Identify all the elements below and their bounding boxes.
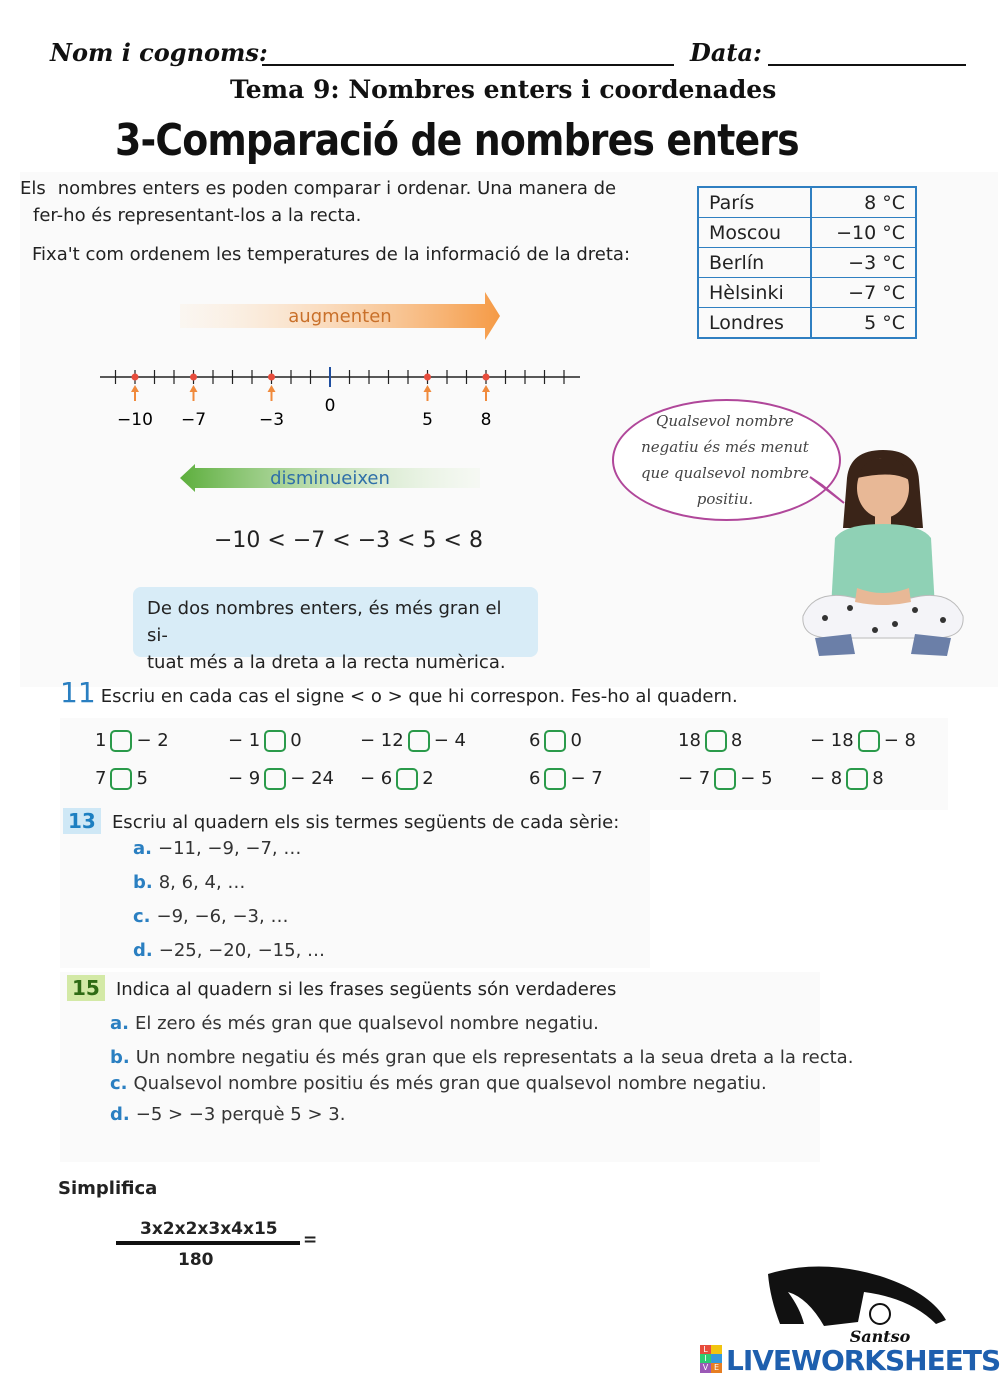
sign-answer-box[interactable] [264,730,286,752]
item-label: d. [110,1104,130,1125]
ex13-number: 13 [63,808,101,834]
temp-cell: −7 °C [811,278,916,308]
item-label: a. [133,838,152,859]
item-label: d. [133,940,153,961]
left-operand: 7 [95,768,107,789]
comparison-item [95,730,169,752]
city-cell: Berlín [698,248,811,278]
inequality-chain: −10 < −7 < −3 < 5 < 8 [214,528,483,553]
comparison-item [810,768,884,790]
number-line-figure [100,280,580,520]
marked-point [483,374,490,381]
ex11-number: 11 [60,676,96,709]
left-operand: 1 [95,730,107,751]
ex13-heading [63,808,619,834]
sign-answer-box[interactable] [110,730,132,752]
fraction-numerator: 3x2x2x3x4x15 [140,1219,278,1239]
marked-label: 5 [422,410,433,430]
temp-cell: 8 °C [811,187,916,218]
sign-answer-box[interactable] [705,730,727,752]
sign-answer-box[interactable] [846,768,868,790]
left-operand: − 6 [360,768,393,789]
name-input-line[interactable] [262,64,674,66]
decrease-label: disminueixen [270,468,390,489]
temp-cell: −3 °C [811,248,916,278]
city-cell: París [698,187,811,218]
santso-logo [760,1262,960,1350]
marked-point [190,374,197,381]
left-operand: − 12 [360,730,404,751]
sign-answer-box[interactable] [396,768,418,790]
comparison-item [529,730,582,752]
marked-label: 8 [480,410,492,430]
item-text: −11, −9, −7, … [157,838,302,859]
statement-item [110,1104,345,1125]
increase-label: augmenten [288,306,392,327]
fraction-equals: = [303,1230,318,1250]
marked-point [424,374,431,381]
ex11-heading [60,676,738,709]
series-item [133,906,288,927]
right-operand: 0 [570,730,582,751]
item-label: a. [110,1013,129,1034]
right-operand: 8 [730,730,743,751]
logo-letter-v: V [700,1363,711,1373]
date-input-line[interactable] [768,64,966,66]
temperature-row [698,218,916,248]
temperature-table [697,186,917,339]
comparison-item [360,768,434,790]
comparison-item [360,730,466,752]
temperature-row [698,308,916,339]
comparison-item [678,730,742,752]
statement-item [110,1073,767,1094]
sign-answer-box[interactable] [858,730,880,752]
ex15-instruction: Indica al quadern si les frases següents són verdaderes [115,979,617,1000]
comparison-item [810,730,916,752]
right-operand: − 5 [740,768,773,789]
ex13-instruction: Escriu al quadern els sis termes següents de cada sèrie: [111,812,620,833]
liveworksheets-icon [700,1345,722,1373]
marker-arrow [190,385,198,401]
right-operand: 2 [422,768,434,789]
simplify-label: Simplifica [58,1178,158,1199]
right-operand: 0 [290,730,302,751]
liveworksheets-brand[interactable]: LIVEWORKSHEETS [726,1344,1000,1377]
item-label: c. [133,906,151,927]
ex15-heading [67,975,616,1001]
right-operand: − 7 [570,768,603,789]
item-text: Qualsevol nombre positiu és més gran que qualsevol nombre negatiu. [133,1073,767,1094]
name-label: Nom i cognoms: [50,38,268,67]
temperature-row [698,248,916,278]
left-operand: − 7 [678,768,711,789]
sign-answer-box[interactable] [110,768,132,790]
marker-arrow [268,385,276,401]
comparison-item [228,768,334,790]
left-operand: − 18 [810,730,854,751]
item-text: El zero és més gran que qualsevol nombre negatiu. [134,1013,599,1034]
logo-letter-e: E [711,1363,722,1373]
right-operand: 8 [872,768,884,789]
intro-line-3: Fixa't com ordenem les temperatures de la informació de la dreta: [32,244,631,265]
right-operand: − 4 [433,730,466,751]
temp-cell: 5 °C [811,308,916,339]
item-text: −9, −6, −3, … [156,906,289,927]
rule-info-box: De dos nombres enters, és més gran el si- tuat més a la dreta a la recta numèrica. [133,587,538,657]
intro-line-1: Els nombres enters es poden comparar i ordenar. Una manera de [20,178,617,199]
right-operand: − 24 [290,768,334,789]
series-item [133,940,325,961]
sign-answer-box[interactable] [544,730,566,752]
city-cell: Hèlsinki [698,278,811,308]
page-title: 3-Comparació de nombres enters [115,115,799,166]
statement-item [110,1047,853,1068]
right-operand: − 8 [883,730,916,751]
comparison-item [228,730,302,752]
right-operand: 5 [136,768,148,789]
marker-arrow [482,385,490,401]
left-operand: 18 [678,730,701,751]
marker-arrow [131,385,139,401]
left-operand: − 9 [228,768,261,789]
right-operand: − 2 [136,730,169,751]
marked-point [268,374,275,381]
statement-item [110,1013,599,1034]
comparison-item [678,768,773,790]
left-operand: − 8 [810,768,843,789]
item-text: Un nombre negatiu és més gran que els representats a la seua dreta a la recta. [135,1047,854,1068]
speech-bubble-text: Qualsevol nombre negatiu és més menut que qualsevol nombre positiu. [640,412,810,508]
ex15-number: 15 [67,975,105,1001]
fraction-bar [116,1241,300,1245]
item-label: b. [110,1047,130,1068]
logo-letter-i: I [700,1354,711,1363]
date-label: Data: [690,38,762,67]
temperature-row [698,278,916,308]
sign-answer-box[interactable] [264,768,286,790]
temperature-row [698,187,916,218]
comparison-item [529,768,603,790]
left-operand: − 1 [228,730,261,751]
left-operand: 6 [529,768,541,789]
marker-arrow [424,385,432,401]
fraction-denominator: 180 [178,1250,214,1270]
comparison-item [95,768,148,790]
city-cell: Londres [698,308,811,339]
temp-cell: −10 °C [811,218,916,248]
intro-line-2: fer-ho és representant-los a la recta. [33,205,362,226]
zero-label: 0 [324,396,336,416]
item-text: 8, 6, 4, … [158,872,246,893]
sign-answer-box[interactable] [408,730,430,752]
marked-point [132,374,139,381]
marked-label: −7 [180,410,207,430]
item-text: −25, −20, −15, … [158,940,326,961]
sign-answer-box[interactable] [544,768,566,790]
sign-answer-box[interactable] [714,768,736,790]
item-label: c. [110,1073,128,1094]
topic-heading: Tema 9: Nombres enters i coordenades [230,75,777,104]
item-label: b. [133,872,153,893]
ex11-instruction: Escriu en cada cas el signe < o > que hi correspon. Fes-ho al quadern. [100,686,738,707]
marked-label: −10 [117,410,153,430]
signature-text: Santso [849,1327,911,1346]
logo-letter-l: L [700,1345,711,1354]
left-operand: 6 [529,730,541,751]
item-text: −5 > −3 perquè 5 > 3. [135,1104,346,1125]
series-item [133,838,301,859]
city-cell: Moscou [698,218,811,248]
series-item [133,872,245,893]
girl-illustration [795,448,970,663]
marked-label: −3 [258,410,285,430]
